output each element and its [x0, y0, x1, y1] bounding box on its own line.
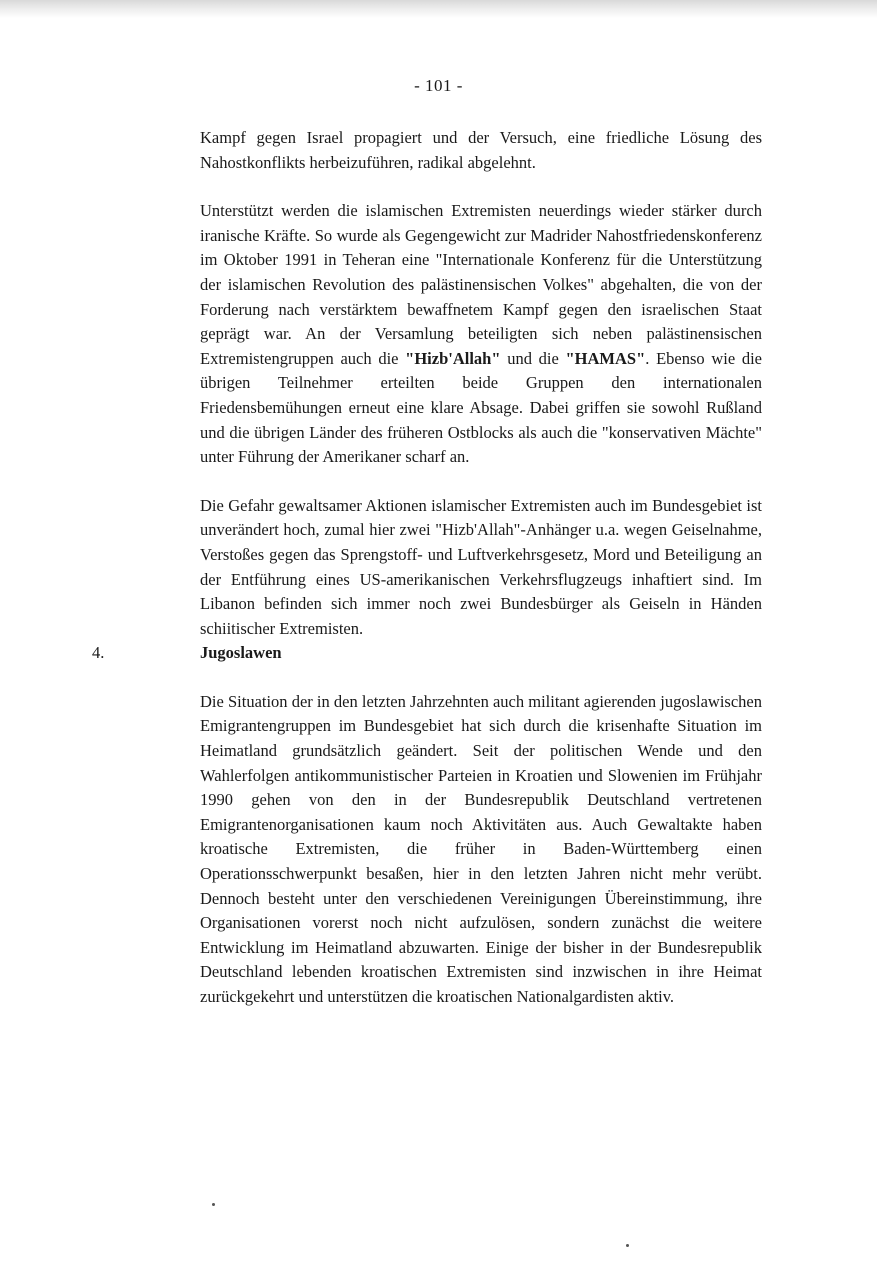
page-body [92, 126, 762, 1010]
hizb-allah-term: "Hizb'Allah" [405, 348, 501, 368]
section-title: Jugoslawen [200, 643, 282, 663]
paragraph-4: Die Situation der in den letzten Jahrzehnten auch militant agierenden jugoslawischen Emigrantengruppen im Bundesgebiet hat sich durch die krisenhafte Situation im Heimatland grundsätzlich geändert. Seit der politischen Wende und den Wahlerfolgen antikommunistischer Parteien in Kroatien und Slowenien im Frühjahr 1990 gehen von den in der Bundesrepublik Deutschland vertretenen Emigrantenorganisationen kaum noch Aktivitäten aus. Auch Gewaltakte haben kroatische Extremisten, die früher in Baden-Württemberg einen Operationsschwerpunkt besaßen, hier in den letzten Jahren nicht mehr verübt. Dennoch besteht unter den verschiedenen Vereinigungen Übereinstimmung, ihre Organisationen vorerst noch nicht aufzulösen, sondern zunächst die weitere Entwicklung im Heimatland abzuwarten. Einige der bisher in der Bundesrepublik Deutschland lebenden kroatischen Extremisten sind inzwischen in ihre Heimat zurückgekehrt und unterstützen die kroatischen Nationalgardisten aktiv. [200, 691, 762, 1006]
section-number: 4. [92, 643, 105, 663]
hamas-term: "HAMAS" [565, 348, 646, 368]
paragraph-2 [200, 199, 762, 470]
paragraph-2-text-c: . Ebenso wie die übrigen Teilnehmer erteilten beide Gruppen den internationalen Friedensbemühungen erneut eine klare Absage. Dabei griffen sie sowohl Rußland und die übrigen Länder des früheren Ostblocks als auch die "konservativen Mächte" unter Führung der Amerikaner scharf an. [200, 348, 762, 467]
page-number: - 101 - [414, 76, 463, 95]
paragraph-2-text-a: Unterstützt werden die islamischen Extremisten neuerdings wieder stärker durch iranische Kräfte. So wurde als Gegengewicht zur Madrider Nahostfriedenskonferenz im Oktober 1991 in Teheran eine "Internationale Konferenz für die Unterstützung der islamischen Revolution des palästinensischen Volkes" abgehalten, die von der Forderung nach verstärktem bewaffnetem Kampf gegen den israelischen Staat geprägt war. An der Versamlung beteiligten sich neben palästinensischen Extremistengruppen auch die [200, 201, 762, 368]
scan-speck [212, 1203, 215, 1206]
paragraph-2-text-b: und die [500, 348, 566, 368]
paragraph-3: Die Gefahr gewaltsamer Aktionen islamischer Extremisten auch im Bundesgebiet ist unverändert hoch, zumal hier zwei "Hizb'Allah"-Anhänger u.a. wegen Geiselnahme, Verstoßes gegen das Sprengstoff- und Luftverkehrsgesetz, Mord und Beteiligung an der Entführung eines US-amerikanischen Verkehrsflugzeugs inhaftiert sind. Im Libanon befinden sich immer noch zwei Bundesbürger als Geiseln in Händen schiitischer Extremisten. [200, 495, 762, 638]
scan-edge-shadow [0, 0, 877, 18]
section-heading [92, 641, 762, 666]
scan-speck [626, 1244, 629, 1247]
paragraph-1: Kampf gegen Israel propagiert und der Versuch, eine friedliche Lösung des Nahostkonflikts herbeizuführen, radikal abgelehnt. [200, 128, 762, 172]
